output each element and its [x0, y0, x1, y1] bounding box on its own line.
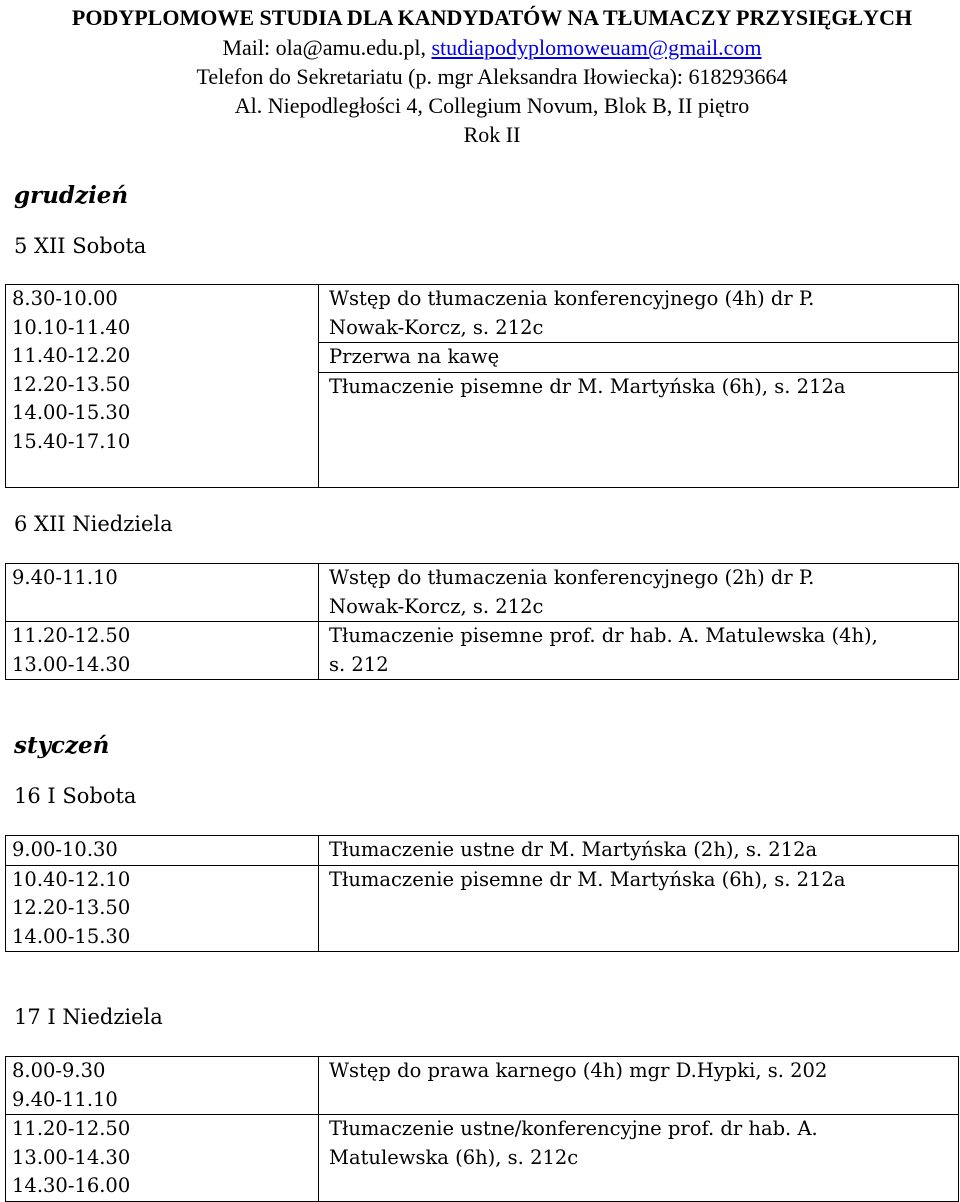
- subject-cell: Tłumaczenie pisemne prof. dr hab. A. Matulewska (4h), s. 212: [319, 622, 959, 680]
- subject-cell: Tłumaczenie ustne/konferencyjne prof. dr hab. A. Matulewska (6h), s. 212c: [319, 1115, 959, 1202]
- time-cell: 11.20-12.50 13.00-14.30: [6, 622, 319, 680]
- subject-cell: Przerwa na kawę: [319, 343, 959, 373]
- time-cell: 11.20-12.50 13.00-14.30 14.30-16.00: [6, 1115, 319, 1202]
- day-heading: 16 I Sobota: [14, 784, 137, 808]
- subject-cell: Wstęp do tłumaczenia konferencyjnego (2h) dr P. Nowak-Korcz, s. 212c: [319, 564, 959, 622]
- day-heading: 17 I Niedziela: [14, 1005, 163, 1029]
- time-cell: 8.30-10.00 10.10-11.40 11.40-12.20 12.20-13.50 14.00-15.30 15.40-17.10: [6, 285, 319, 488]
- subject-cell: Wstęp do prawa karnego (4h) mgr D.Hypki, s. 202: [319, 1057, 959, 1115]
- schedule-table: [5, 1056, 959, 1202]
- table-row: [6, 865, 959, 952]
- subject-cell: Tłumaczenie ustne dr M. Martyńska (2h), s. 212a: [319, 836, 959, 866]
- month-december: grudzień: [14, 182, 129, 209]
- schedule-table: [5, 284, 959, 488]
- contact-mail: [0, 33, 960, 62]
- table-row: [6, 836, 959, 866]
- schedule-table: [5, 835, 959, 952]
- time-cell: 9.40-11.10: [6, 564, 319, 622]
- document-title: PODYPLOMOWE STUDIA DLA KANDYDATÓW NA TŁUMACZY PRZYSIĘGŁYCH: [71, 5, 913, 30]
- contact-phone: Telefon do Sekretariatu (p. mgr Aleksandra Iłowiecka): 618293664: [196, 64, 788, 89]
- table-row: [6, 564, 959, 622]
- time-cell: 8.00-9.30 9.40-11.10: [6, 1057, 319, 1115]
- day-heading: 6 XII Niedziela: [14, 512, 173, 536]
- address: Al. Niepodległości 4, Collegium Novum, Blok B, II piętro: [234, 93, 750, 118]
- time-cell: 9.00-10.30: [6, 836, 319, 866]
- email-link[interactable]: studiapodyplomoweuam@gmail.com: [431, 35, 762, 60]
- day-heading: 5 XII Sobota: [14, 234, 147, 258]
- time-cell: 10.40-12.10 12.20-13.50 14.00-15.30: [6, 865, 319, 952]
- subject-cell: Tłumaczenie pisemne dr M. Martyńska (6h), s. 212a: [319, 372, 959, 487]
- year-label: Rok II: [463, 122, 521, 147]
- subject-cell: Wstęp do tłumaczenia konferencyjnego (4h) dr P. Nowak-Korcz, s. 212c: [319, 285, 959, 343]
- month-january: styczeń: [14, 732, 110, 759]
- schedule-table: [5, 563, 959, 680]
- table-row: [6, 285, 959, 343]
- mail-label: Mail: ola@amu.edu.pl,: [222, 35, 432, 60]
- table-row: [6, 622, 959, 680]
- table-row: [6, 1115, 959, 1202]
- subject-cell: Tłumaczenie pisemne dr M. Martyńska (6h), s. 212a: [319, 865, 959, 952]
- table-row: [6, 1057, 959, 1115]
